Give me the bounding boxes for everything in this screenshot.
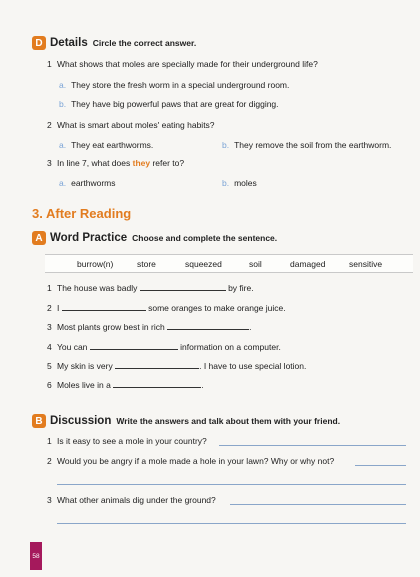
page-number-tab: 58 — [30, 542, 42, 570]
sentence-4-blank[interactable] — [90, 341, 178, 350]
discussion-q2-answer-line[interactable] — [57, 483, 406, 485]
sentence-3-blank[interactable] — [167, 321, 249, 330]
details-question-2: 2 What is smart about moles' eating habits? — [47, 120, 215, 130]
word-bank — [45, 254, 413, 273]
discussion-question-3: 3 What other animals dig under the ground? — [47, 495, 216, 505]
word-practice-header — [32, 231, 277, 245]
highlight-word: they — [132, 158, 151, 168]
word-bank-item: store — [137, 259, 156, 269]
details-q1-option-a[interactable]: a. They store the fresh worm in a special underground room. — [59, 80, 290, 90]
details-q2-option-a[interactable]: a. They eat earthworms. — [59, 140, 154, 150]
discussion-instruction: Write the answers and talk about them with your friend. — [116, 416, 341, 426]
word-bank-item: squeezed — [185, 259, 222, 269]
details-badge: D — [32, 36, 46, 50]
word-bank-item: damaged — [290, 259, 326, 269]
sentence-6-blank[interactable] — [113, 379, 201, 388]
details-q3-option-b[interactable]: b. moles — [222, 178, 257, 188]
details-header — [32, 36, 196, 50]
word-bank-item: burrow(n) — [77, 259, 114, 269]
sentence-1-blank[interactable] — [140, 282, 226, 291]
word-bank-item: soil — [249, 259, 262, 269]
discussion-title: Discussion — [50, 415, 112, 427]
discussion-q3-answer-line[interactable] — [57, 522, 406, 524]
sentence-2-blank[interactable] — [62, 302, 146, 311]
discussion-q1-answer-line[interactable] — [219, 444, 406, 446]
details-q1-option-b[interactable]: b. They have big powerful paws that are great for digging. — [59, 99, 279, 109]
discussion-q3-answer-line[interactable] — [230, 503, 406, 505]
word-practice-title: Word Practice — [50, 232, 128, 244]
sentence-6: 6 Moles live in a . — [47, 380, 204, 390]
sentence-5-blank[interactable] — [115, 360, 199, 369]
details-q3-option-a[interactable]: a. earthworms — [59, 178, 116, 188]
discussion-question-1: 1 Is it easy to see a mole in your country? — [47, 436, 207, 446]
after-reading-title: 3. After Reading — [32, 206, 132, 221]
word-bank-item: sensitive — [349, 259, 383, 269]
discussion-question-2: 2 Would you be angry if a mole made a hole in your lawn? Why or why not? — [47, 456, 335, 466]
sentence-5: 5 My skin is very . I have to use special lotion. — [47, 361, 307, 371]
details-instruction: Circle the correct answer. — [92, 38, 197, 48]
sentence-1: 1 The house was badly by fire. — [47, 283, 254, 293]
details-title: Details — [50, 37, 88, 49]
discussion-badge: B — [32, 414, 46, 428]
sentence-2: 2 I some oranges to make orange juice. — [47, 303, 286, 313]
sentence-3: 3 Most plants grow best in rich . — [47, 322, 252, 332]
details-question-3: 3 In line 7, what does they refer to? — [47, 158, 185, 168]
sentence-4: 4 You can information on a computer. — [47, 342, 281, 352]
discussion-q2-answer-line[interactable] — [355, 464, 406, 466]
word-practice-instruction: Choose and complete the sentence. — [132, 233, 278, 243]
details-q2-option-b[interactable]: b. They remove the soil from the earthworm. — [222, 140, 392, 150]
word-practice-badge: A — [32, 231, 46, 245]
details-question-1: 1 What shows that moles are specially made for their underground life? — [47, 59, 318, 69]
discussion-header — [32, 414, 340, 428]
